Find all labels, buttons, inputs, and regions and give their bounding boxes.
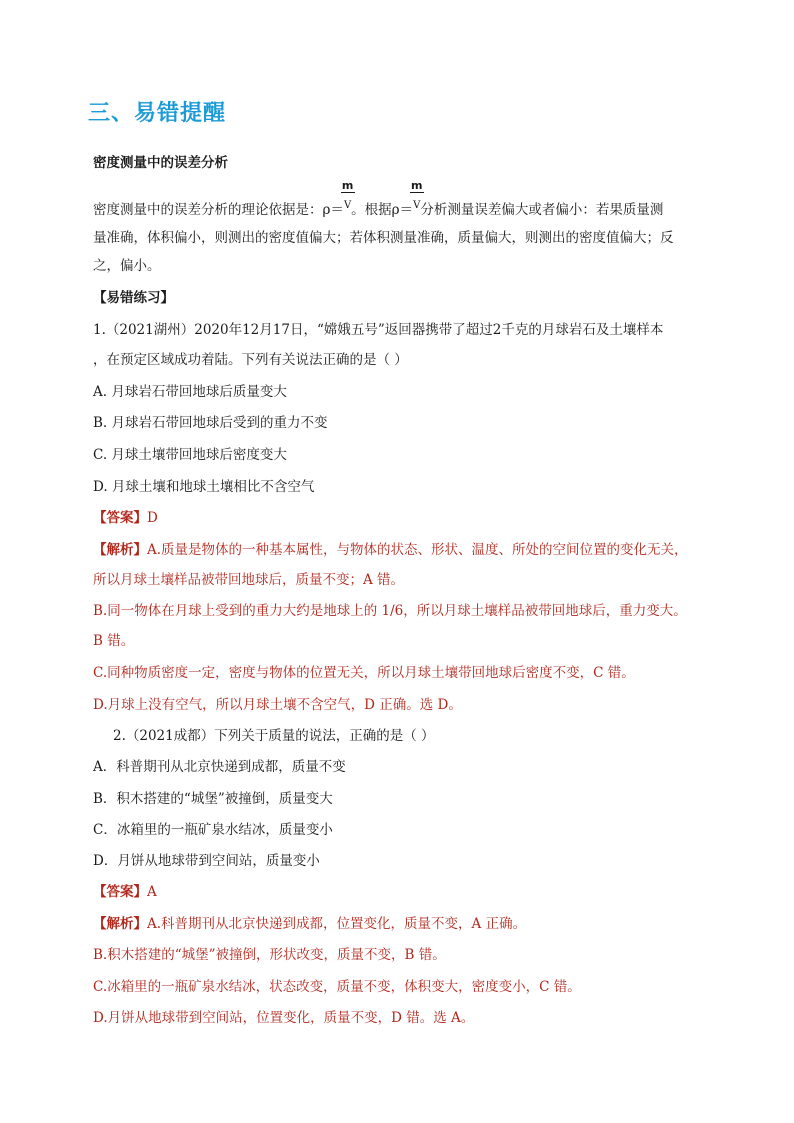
q2-analysis-line-3: C.冰箱里的一瓶矿泉水结冰，状态改变，质量不变，体积变大，密度变小，C 错。	[93, 979, 581, 995]
q1-stem-line-2: ，在预定区域成功着陆。下列有关说法正确的是（ ）	[93, 352, 408, 368]
intro-part2: 。根据ρ＝	[351, 202, 414, 218]
density-formula-1	[341, 179, 354, 222]
q1-analysis-line-4: B 错。	[93, 633, 135, 649]
intro-part3: 分析测量误差偏大或者偏小：若果质量测	[420, 202, 664, 218]
q1-option-c: C. 月球土壤带回地球后密度变大	[93, 447, 287, 463]
q2-answer	[93, 882, 157, 902]
formula-numerator: m	[410, 179, 423, 192]
q1-option-d: D. 月球土壤和地球土壤相比不含空气	[93, 479, 315, 495]
q2-analysis-line-2: B.积木搭建的“城堡”被撞倒，形状改变，质量不变，B 错。	[93, 947, 446, 963]
intro-line-2: 量准确，体积偏小，则测出的密度值偏大；若体积测量准确，质量偏大，则测出的密度值偏大；反	[93, 230, 674, 246]
analysis-text: A.科普期刊从北京快递到成都，位置变化，质量不变，A 正确。	[147, 916, 527, 932]
subtitle: 密度测量中的误差分析	[93, 155, 228, 171]
q1-option-a: A. 月球岩石带回地球后质量变大	[93, 384, 287, 400]
formula-numerator: m	[341, 179, 354, 192]
formula-denominator: V	[343, 200, 352, 211]
q1-analysis-line-5: C.同种物质密度一定，密度与物体的位置无关，所以月球土壤带回地球后密度不变，C 错。	[93, 665, 635, 681]
answer-label: 【答案】	[93, 884, 147, 900]
q1-analysis-line-2: 所以月球土壤样品被带回地球后，质量不变；A 错。	[93, 572, 405, 588]
analysis-label: 【解析】	[93, 916, 147, 932]
intro-line-1	[93, 179, 664, 222]
answer-value: D	[147, 510, 158, 526]
q2-analysis-line-4: D.月饼从地球带到空间站，位置变化，质量不变，D 错。选 A。	[93, 1010, 475, 1026]
q1-option-b: B. 月球岩石带回地球后受到的重力不变	[93, 415, 328, 431]
q1-analysis-line-1	[93, 540, 688, 560]
q2-option-d: D．月饼从地球带到空间站，质量变小	[93, 853, 320, 869]
section-title: 三、易错提醒	[88, 101, 227, 126]
practice-label: 【易错练习】	[93, 290, 174, 306]
q2-option-a: A．科普期刊从北京快递到成都，质量不变	[93, 759, 346, 775]
analysis-text: A.质量是物体的一种基本属性，与物体的状态、形状、温度、所处的空间位置的变化无关，	[147, 542, 688, 558]
answer-label: 【答案】	[93, 510, 147, 526]
q2-option-c: C．冰箱里的一瓶矿泉水结冰，质量变小	[93, 822, 333, 838]
q2-analysis-line-1	[93, 914, 526, 934]
q2-stem: 2.（2021成都）下列关于质量的说法，正确的是（ ）	[113, 728, 435, 744]
q1-analysis-line-3: B.同一物体在月球上受到的重力大约是地球上的 1/6，所以月球土壤样品被带回地球后，重力变大。	[93, 603, 687, 619]
analysis-label: 【解析】	[93, 542, 147, 558]
q1-stem-line-1: 1.（2021湖州）2020年12月17日，“嫦娥五号”返回器携带了超过2千克的月球岩石及土壤样本	[93, 322, 664, 338]
q1-analysis-line-6: D.月球上没有空气，所以月球土壤不含空气，D 正确。选 D。	[93, 697, 462, 713]
answer-value: A	[147, 884, 157, 900]
q1-answer	[93, 508, 158, 528]
formula-denominator: V	[413, 200, 421, 211]
q2-option-b: B．积木搭建的“城堡”被撞倒，质量变大	[93, 791, 333, 807]
intro-part1: 密度测量中的误差分析的理论依据是：ρ＝	[93, 202, 344, 218]
density-formula-2	[410, 179, 423, 222]
intro-line-3: 之，偏小。	[93, 258, 161, 274]
